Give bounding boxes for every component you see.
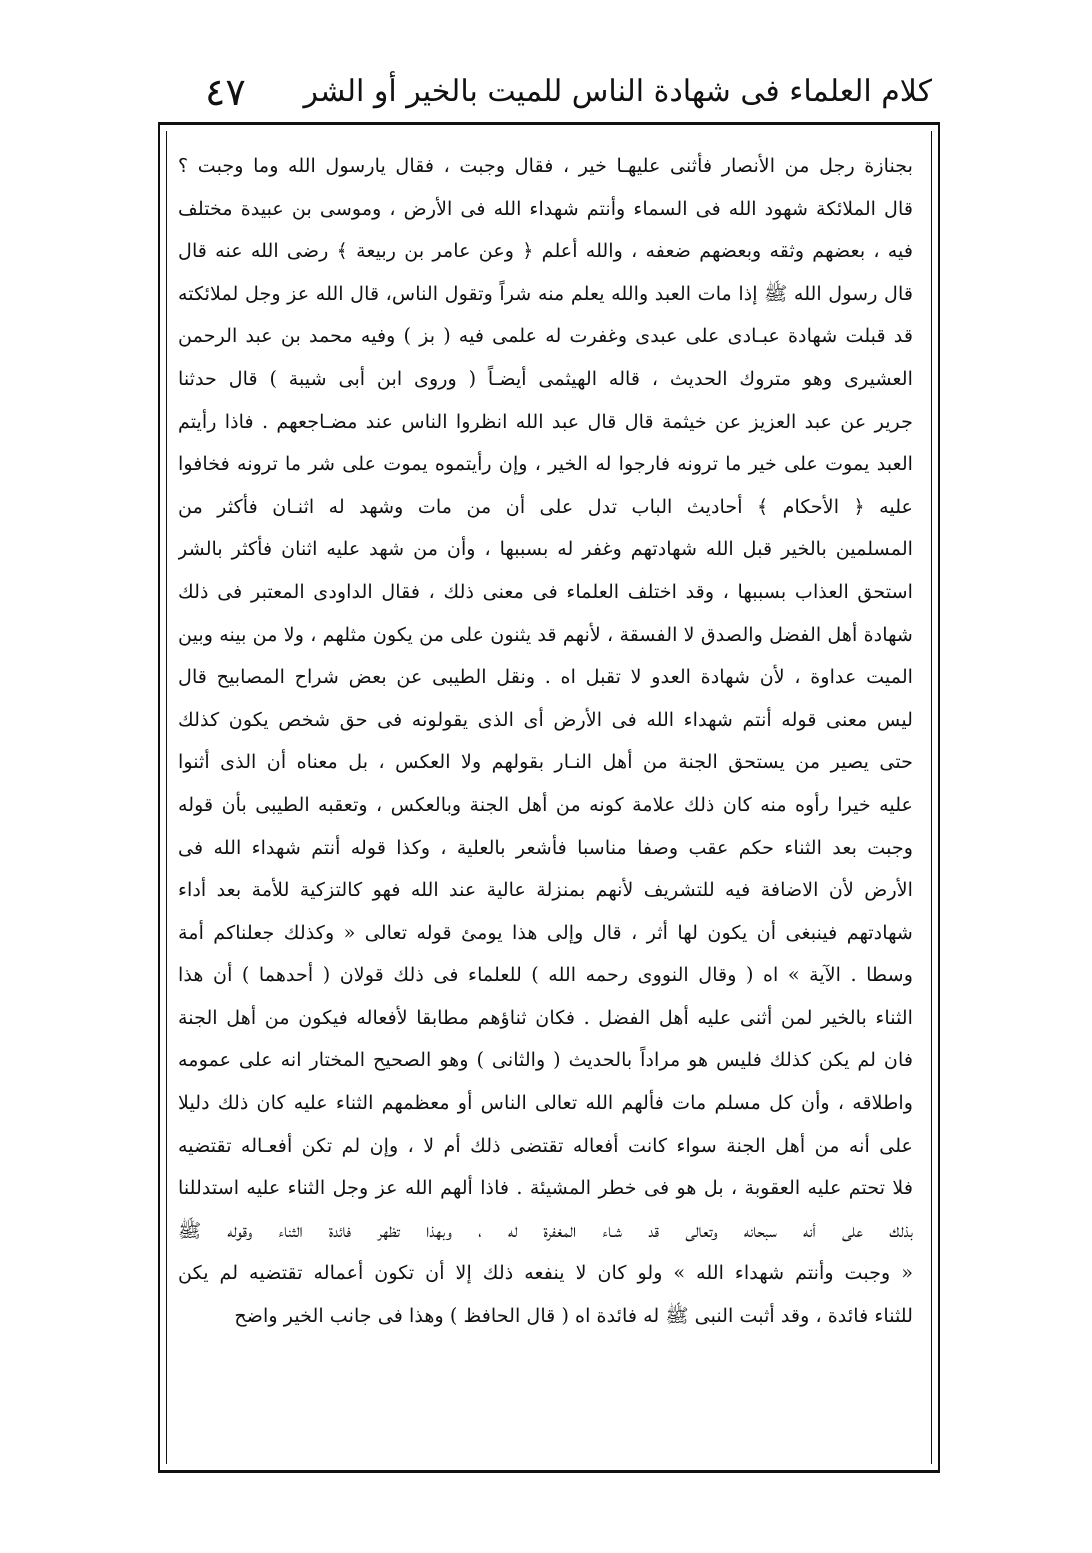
- text-line: قال رسول الله ﷺ إذا مات العبد والله يعلم منه شراً وتقول الناس، قال الله عز وجل لملائكته: [178, 281, 913, 305]
- text-line: المسلمين بالخير قبل الله شهادتهم وغفر له بسببها ، وأن من شهد عليه اثنان فأكثر بالشر: [178, 537, 913, 561]
- text-line: قال الملائكة شهود الله فى السماء وأنتم شهداء الله فى الأرض ، وموسى بن عبيدة مختلف: [178, 196, 913, 220]
- text-line: فلا تحتم عليه العقوبة ، بل هو فى خطر المشيئة . فاذا ألهم الله عز وجل الثناء عليه استدللنا: [178, 1176, 913, 1200]
- text-line: ليس معنى قوله أنتم شهداء الله فى الأرض أى الذى يقولونه فى حق شخص يكون كذلك: [178, 707, 913, 731]
- body-text: [178, 145, 913, 1338]
- running-head: كلام العلماء فى شهادة الناس للميت بالخير أو الشر: [303, 74, 932, 109]
- text-line: حتى يصير من يستحق الجنة من أهل النـار بقولهم ولا العكس ، بل معناه أن الذى أثنوا: [178, 750, 913, 774]
- text-line: قد قبلت شهادة عبـادى على عبدى وغفرت له علمى فيه ( بز ) وفيه محمد بن عبد الرحمن: [178, 324, 913, 348]
- text-line: العبد يموت على خير ما ترونه فارجوا له الخير ، وإن رأيتموه يموت على شر ما ترونه فخافوا: [178, 452, 913, 476]
- text-line: فيه ، بعضهم وثقه وبعضهم ضعفه ، والله أعلم ﴿ وعن عامر بن ربيعة ﴾ رضى الله عنه قال: [178, 239, 913, 263]
- text-line: وسطا . الآية » اه ( وقال النووى رحمه الله ) للعلماء فى ذلك قولان ( أحدهما ) أن هذا: [178, 963, 913, 987]
- text-line: جرير عن عبد العزيز عن خيثمة قال قال عبد الله انظروا الناس عند مضـاجعهم . فاذا رأيتم: [178, 409, 913, 433]
- text-line: بذلك على أنه سبحانه وتعالى قد شـاء المغفرة له ، وبهذا تظهر فائدة الثناء وقوله ﷺ: [178, 1218, 913, 1242]
- text-line: العشيرى وهو متروك الحديث ، قاله الهيثمى أيضـاً ( وروى ابن أبى شيبة ) قال حدثنا: [178, 366, 913, 390]
- text-line: الثناء بالخير لمن أثنى عليه أهل الفضل . فكان ثناؤهم مطابقا لأفعاله فيكون من أهل الجنة: [178, 1005, 913, 1029]
- text-line: فان لم يكن كذلك فليس هو مراداً بالحديث ( والثانى ) وهو الصحيح المختار انه على عمومه: [178, 1048, 913, 1072]
- text-line: بجنازة رجل من الأنصار فأثنى عليهـا خير ، فقال وجبت ، فقال يارسول الله وما وجبت ؟: [178, 154, 913, 177]
- text-line: الميت عداوة ، لأن شهادة العدو لا تقبل اه . ونقل الطيبى عن بعض شراح المصابيح قال: [178, 665, 913, 689]
- text-line: عليه خيرا رأوه منه كان ذلك علامة كونه من أهل الجنة وبالعكس ، وتعقبه الطيبى بأن قوله: [178, 792, 913, 816]
- text-line: عليه ﴿ الأحكام ﴾ أحاديث الباب تدل على أن من مات وشهد له اثنـان فأكثر من: [178, 494, 913, 518]
- text-line: على أنه من أهل الجنة سواء كانت أفعاله تقتضى ذلك أم لا ، وإن لم تكن أفعـاله تقتضيه: [178, 1133, 913, 1157]
- text-line: شهادة أهل الفضل والصدق لا الفسقة ، لأنهم قد يثنون على من يكون مثلهم ، ولا من بينه وبين: [178, 622, 913, 646]
- text-line: استحق العذاب بسببها ، وقد اختلف العلماء فى معنى ذلك ، فقال الداودى المعتبر فى ذلك: [178, 579, 913, 603]
- page-number: ٤٧: [205, 70, 246, 114]
- text-line: شهادتهم فينبغى أن يكون لها أثر ، قال وإلى هذا يومئ قوله تعالى « وكذلك جعلناكم أمة: [178, 920, 913, 944]
- text-line: الأرض لأن الاضافة فيه للتشريف لأنهم بمنزلة عالية عند الله فهو كالتزكية للأمة بعد أداء: [178, 878, 913, 902]
- text-line: واطلاقه ، وأن كل مسلم مات فألهم الله تعالى الناس أو معظمهم الثناء عليه كان ذلك دليلا: [178, 1091, 913, 1115]
- text-line: وجبت بعد الثناء حكم عقب وصفا مناسبا فأشعر بالعلية ، وكذا قوله أنتم شهداء الله فى: [178, 835, 913, 859]
- text-line: للثناء فائدة ، وقد أثبت النبى ﷺ له فائدة اه ( قال الحافظ ) وهذا فى جانب الخير واضح: [234, 1304, 913, 1328]
- text-line: « وجبت وأنتم شهداء الله » ولو كان لا ينفعه ذلك إلا أن تكون أعماله تقتضيه لم يكن: [178, 1261, 913, 1285]
